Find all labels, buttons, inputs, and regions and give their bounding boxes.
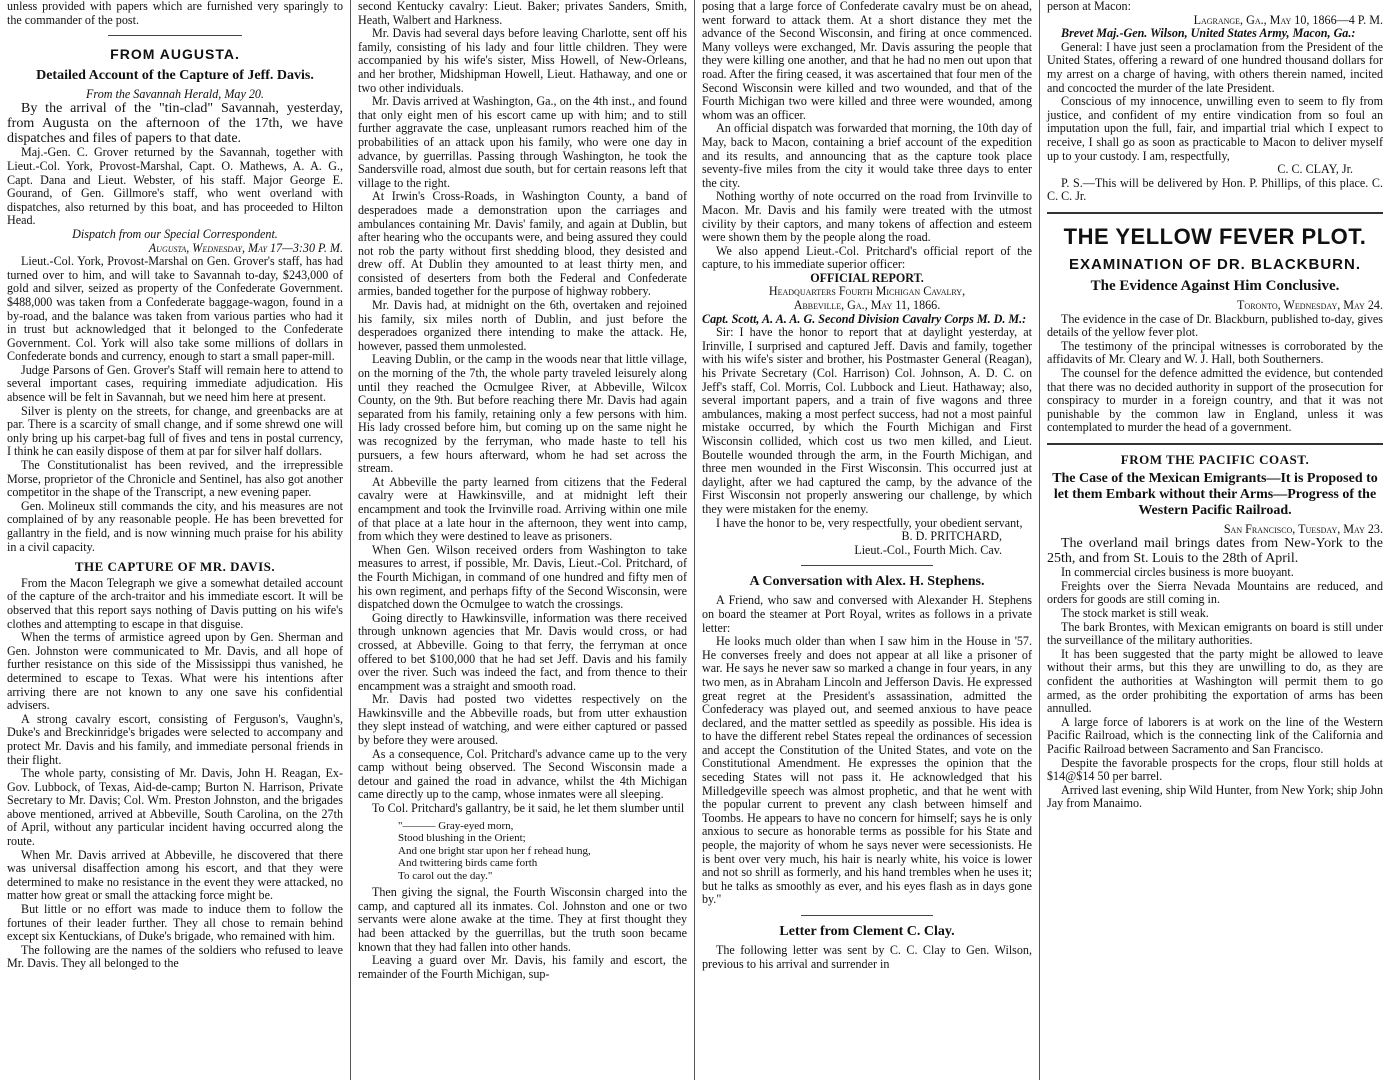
paragraph: Mr. Davis arrived at Washington, Ga., on the 4th inst., and found that only eight men of his escort came up with him; and to still further aggravate the case, unpleasant rumors reached him of the probabilities of an attack upon his family, who were one day in advance, by guerrillas. Passing through Washington, he took the Sandersville road, almost due south, but for certain reasons left that village to the right. <box>358 94 687 190</box>
divider <box>108 35 242 36</box>
headline-clay-letter: Letter from Clement C. Clay. <box>779 924 955 939</box>
divider <box>801 565 933 566</box>
headline-pacific-coast: FROM THE PACIFIC COAST. <box>1120 452 1310 468</box>
column-2 <box>351 0 694 1080</box>
paragraph: When Mr. Davis arrived at Abbeville, he discovered that there was universal disaffection among his escort, and that they were determined to make no resistance in the event they were attacked, no matter how great or small the attacking force might be. <box>7 847 343 903</box>
paragraph: Freights over the Sierra Nevada Mountains are reduced, and orders for goods are still coming in. <box>1047 578 1383 607</box>
paragraph: Judge Parsons of Gen. Grover's Staff will remain here to attend to several important cases, requiring immediate adjudication. His absence will be felt in Savannah, but we need him here at present. <box>7 362 343 405</box>
source-line: From the Savannah Herald, May 20. <box>86 86 264 101</box>
dateline: Augusta, Wednesday, May 17—3:30 P. M. <box>148 240 343 255</box>
paragraph: As a consequence, Col. Pritchard's advance came up to the very camp without being observed. The Second Wisconsin made a detour and gained the road in advance, whilst the 4th Michigan came directly up to the camp, whose inmates were all sleeping. <box>358 746 687 802</box>
paragraph: Mr. Davis had several days before leaving Charlotte, sent off his family, consisting of his lady and four little children. They were accompanied by his wife's sister, Miss Howell, of New-Orleans, and her brother, Midshipman Howell, Lieut. Hathaway, and one or two other individuals. <box>358 26 687 95</box>
paragraph: A strong cavalry escort, consisting of Ferguson's, Vaughn's, Duke's and Breckinridge's brigades were selected to accompany and protect Mr. Davis and his family, and immediate personal friends in their flight. <box>7 711 343 767</box>
paragraph: Going directly to Hawkinsville, information was there received through unknown agencies that Mr. Davis would cross, or had crossed, at Abbeville. Going to that ferry, the ferryman at once offered to bet $100,000 that he had set Jeff. Davis and his family over the river. Such was indeed the fact, and from thence to their encampment was a straight and smooth road. <box>358 610 687 693</box>
paragraph: Mr. Davis had posted two videttes respectively on the Hawkinsville and the Abbeville roads, but from utter exhaustion they slept instead of watching, and were either captured or passed by before they were aroused. <box>358 692 687 748</box>
paragraph: Mr. Davis had, at midnight on the 6th, overtaken and rejoined his family, six miles north of Dublin, and just before the desperadoes organized there intending to make the attack. He, however, passed them unmolested. <box>358 298 687 353</box>
section-heading-from-augusta: FROM AUGUSTA. <box>110 46 240 63</box>
postscript: P. S.—This will be delivered by Hon. P. Phillips, of this place. C. C. C. Jr. <box>1047 175 1383 204</box>
paragraph: The testimony of the principal witnesses is corroborated by the affidavits of Mr. Cleary and W. J. Hall, both Southerners. <box>1047 338 1383 367</box>
divider <box>1047 443 1383 445</box>
paragraph: In commercial circles business is more buoyant. <box>1061 565 1294 580</box>
paragraph: At Irwin's Cross-Roads, in Washington County, a band of desperadoes made a demonstration upon the carriages and ambulances containing Mr. Davis' family, and again at Dublin, but after hearing who the occupants were, and being assured they could not rob the party without first shedding blood, they desisted and drew off. At Dublin they amounted to at least thirty men, and consisted of deserters from both the Federal and Confederate armies, banded together for the purpose of highway robbery. <box>358 189 687 299</box>
paragraph: The evidence in the case of Dr. Blackburn, published to-day, gives details of the yellow fever plot. <box>1047 311 1383 340</box>
paragraph: By the arrival of the "tin-clad" Savannah, yesterday, from Augusta on the afternoon of the 17th, we have dispatches and files of papers to that date. <box>7 101 343 147</box>
paragraph: The counsel for the defence admitted the evidence, but contended that there was no decided authority in support of the prosecution for conspiracy to murder in a foreign country, and that it was not punishable by the common law in England, unless it was contemplated to murder the head of a government. <box>1047 366 1383 435</box>
paragraph: From the Macon Telegraph we give a somewhat detailed account of the capture of the arch-traitor and his immediate escort. It will be observed that this report says nothing of Davis putting on his wife's clothes and attempting to escape in that disguise. <box>7 575 343 631</box>
paragraph: Despite the favorable prospects for the crops, flour still holds at $14@$14 50 per barrel. <box>1047 755 1383 784</box>
dateline: Lagrange, Ga., May 10, 1866—4 P. M. <box>1193 12 1383 27</box>
paragraph: unless provided with papers which are furnished very sparingly to the commander of the post. <box>7 0 343 27</box>
headline-yellow-fever-plot: THE YELLOW FEVER PLOT. <box>1063 223 1367 249</box>
addressee: Capt. Scott, A. A. A. G. Second Division Cavalry Corps M. D. M.: <box>702 311 1027 326</box>
sub-headline-blackburn: EXAMINATION OF DR. BLACKBURN. <box>1068 255 1362 273</box>
paragraph: Silver is plenty on the streets, for change, and greenbacks are at par. There is a scarcity of small change, and if some shrewd one will only bring up his carpet-bag full of fives and tens in postal currency, I think he can easily dispose of them at par for silver half dollars. <box>7 403 343 459</box>
paragraph: Lieut.-Col. York, Provost-Marshal on Gen. Grover's staff, has had turned over to him, and will take to Savannah to-day, $243,000 of gold and silver, seized as property of the Confederate Government. $488,000 was taken from a Confederate baggage-wagon, found in a by-road, and the balance was taken from various parties who had it in trust but acknowledged that it belonged to the Confederate Government. Col. York will also take some millions of dollars in Confederate bonds and currency, enough to start a small paper-mill. <box>7 254 343 364</box>
addressee: Brevet Maj.-Gen. Wilson, United States Army, Macon, Ga.: <box>1061 26 1356 41</box>
paragraph: second Kentucky cavalry: Lieut. Baker; privates Sanders, Smith, Heath, Walbert and Harkness. <box>358 0 687 27</box>
paragraph: Gen. Molineux still commands the city, and his measures are not complained of by any reasonable people. He has been brevetted for gallantry in the field, and is now winning much praise for his ability in a civil capacity. <box>7 498 343 554</box>
signature: C. C. CLAY, Jr. <box>1277 162 1353 177</box>
dateline: San Francisco, Tuesday, May 23. <box>1223 521 1383 536</box>
signature-name: B. D. PRITCHARD, <box>901 529 1002 544</box>
paragraph: He looks much older than when I saw him in the House in '57. He converses freely and does not appear at all like a prisoner of war. He says he never saw so marked a change in four years, in any two men, as in Abraham Lincoln and Jefferson Davis. He expressed great regret at the President's assassination, admitted the Confederacy was played out, and seemed anxious to have peace declared, and the matter settled as speedily as possible. His idea is to have the different rebel States repeal the ordinances of secession and accept the Constitution of the United States, and vote on the Constitutional Amendment. He expresses the opinion that the seceding States will not pass it. He acknowledged that his Milledgeville speech was almost prophetic, and that he went with the popular current to prevent any clash between himself and Toombs. He appears to have no concern for himself; says he is only anxious to secure as honorable terms as possible for his State and people, the majority of whom he says never were secessionists. He is bent over very much, his hair is nearly white, his voice is lower and not so shrill as formerly, and his hand trembles when he uses it; but he talks as smoothly as ever, and his eyes flash as in days gone by." <box>702 634 1032 907</box>
paragraph: Nothing worthy of note occurred on the road from Irvinville to Macon. Mr. Davis and his family were treated with the utmost civility by their captors, and many tokens of affection and esteem were shown them by the people along the road. <box>702 189 1032 245</box>
paragraph: Then giving the signal, the Fourth Wisconsin charged into the camp, and captured all its inmates. Col. Johnston and one or two servants were alone awake at the time. They at first thought they had been attacked by the guerrillas, but the truth soon became known that they had fallen into other hands. <box>358 885 687 954</box>
paragraph: An official dispatch was forwarded that morning, the 10th day of May, back to Macon, containing a brief account of the expedition and its results, and announcing that as the capture took place seventy-five miles from the city it would take three days to enter the city. <box>702 121 1032 190</box>
paragraph: posing that a large force of Confederate cavalry must be on ahead, went forward to attack them. At a short distance they met the advance of the Second Wisconsin, and firing at once commenced. Many volleys were exchanged, Mr. Davis assuring the people that they were killing one another, and that he had no men out upon that road. After the firing ceased, it was ascertained that four men of the Second Wisconsin were killed and two wounded, and that of the Fourth Michigan two were killed and three were wounded, among whom was an officer. <box>702 0 1032 122</box>
paragraph: Leaving a guard over Mr. Davis, his family and escort, the remainder of the Fourth Michigan, sup- <box>358 953 687 981</box>
paragraph: A Friend, who saw and conversed with Alexander H. Stephens on board the steamer at Port Royal, writes as follows in a private letter: <box>702 593 1032 635</box>
paragraph: A large force of laborers is at work on the line of the Western Pacific Railroad, which is the connecting link of the California and Pacific Railroad between Sacramento and San Francisco. <box>1047 714 1383 756</box>
paragraph: person at Macon: <box>1047 0 1131 13</box>
sub-heading-capture: THE CAPTURE OF MR. DAVIS. <box>74 559 276 575</box>
paragraph: To Col. Pritchard's gallantry, be it said, he let them slumber until <box>372 801 685 816</box>
paragraph: The following letter was sent by C. C. Clay to Gen. Wilson, previous to his arrival and surrender in <box>702 943 1032 971</box>
paragraph: It has been suggested that the party might be allowed to leave without their arms, but this they are unwilling to do, as they are confident the authorities at Washington will permit them to go armed, as the order prohibiting the exportation of arms has been annulled. <box>1047 646 1383 716</box>
headquarters-date: Abbeville, Ga., May 11, 1866. <box>793 298 941 313</box>
divider <box>801 915 933 916</box>
paragraph: We also append Lieut.-Col. Pritchard's official report of the capture, to his immediate superior officer: <box>702 243 1032 272</box>
paragraph: The overland mail brings dates from New-York to the 25th, and from St. Louis to the 28th of April. <box>1047 536 1383 567</box>
paragraph: General: I have just seen a proclamation from the President of the United States, offering a reward of one hundred thousand dollars for my arrest on a charge of having, with others therein named, incited and concocted the murder of the late President. <box>1047 39 1383 95</box>
paragraph: When Gen. Wilson received orders from Washington to take measures to arrest, if possible, Mr. Davis, Lieut.-Col. Pritchard, of the Fourth Michigan, in command of one hundred and fifty men of his own regiment, and perhaps fifty of the Second Wisconsin, were dispatched down the Ocmulgee to watch the crossings. <box>358 542 687 612</box>
column-4 <box>1040 0 1387 1080</box>
paragraph: Arrived last evening, ship Wild Hunter, from New York; ship John Jay from Manaimo. <box>1047 782 1383 811</box>
paragraph: The following are the names of the soldiers who refused to leave Mr. Davis. They all belonged to the <box>7 942 343 971</box>
divider <box>1047 212 1383 214</box>
special-correspondent-line: Dispatch from our Special Correspondent. <box>72 226 278 241</box>
paragraph: The Constitutionalist has been revived, and the irrepressible Morse, proprietor of the Chronicle and Sentinel, has also got another competitor in the shape of the Transcript, a new evening paper. <box>7 458 343 500</box>
paragraph: The whole party, consisting of Mr. Davis, John H. Reagan, Ex-Gov. Lubbock, of Texas, Aid-de-camp; Burton N. Harrison, Private Secretary to Mr. Davis; Col. Wm. Preston Johnston, and the brigades above mentioned, arrived at Abbeville, South Carolina, on the 27th of April, without any particular incident having occurred along the route. <box>7 766 343 849</box>
paragraph: But little or no effort was made to induce them to follow the fortunes of their leader further. They all chose to remain behind except six Kentuckians, of Duke's brigade, who remained with him. <box>7 902 343 944</box>
paragraph: At Abbeville the party learned from citizens that the Federal cavalry were at Hawkinsville, and at midnight left their encampment and took the Irvinville road. Arriving within one mile of that place at a late hour in the afternoon, they went into camp, from which they were destined to leave as prisoners. <box>358 474 687 544</box>
sub-headline-mexican-emigrants: The Case of the Mexican Emigrants—It is Proposed to let them Embark without their Arms—Progress of the Western Pacific Railroad. <box>1052 470 1378 518</box>
headquarters-line: Headquarters Fourth Michigan Cavalry, <box>768 284 966 299</box>
paragraph: I have the honor to be, very respectfully, your obedient servant, <box>716 515 1023 530</box>
headline-stephens: A Conversation with Alex. H. Stephens. <box>749 574 985 590</box>
paragraph: The bark Brontes, with Mexican emigrants on board is still under the surveillance of the military authorities. <box>1047 619 1383 648</box>
paragraph: Leaving Dublin, or the camp in the woods near that little village, on the morning of the 7th, the whole party traveled leisurely along until they reached the Ocmulgee River, at Abbeville, Wilcox County, on the 9th. But before reaching there Mr. Davis had again separated from his family, retaining only a few persons with him. His lady crossed before him, but coming up on the same night he was recognized by the ferryman, who made haste to tell his pursuers, a few hours afterward, whom he had set across the stream. <box>358 352 687 476</box>
paragraph: Maj.-Gen. C. Grover returned by the Savannah, together with Lieut.-Col. York, Provost-Marshal, Capt. O. Mathews, A. A. G., Capt. Dana and Lieut. Webster, of his staff. Major George E. Gourand, of Gen. Gillmore's staff, who went overland with dispatches, also returned by this boat, and has proceeded to Hilton Head. <box>7 145 343 228</box>
signature-title: Lieut.-Col., Fourth Mich. Cav. <box>854 542 1002 557</box>
dateline: Toronto, Wednesday, May 24. <box>1237 298 1383 313</box>
paragraph: The stock market is still weak. <box>1061 606 1209 620</box>
column-3 <box>695 0 1039 1080</box>
column-1 <box>0 0 350 1080</box>
sub-headline-evidence: The Evidence Against Him Conclusive. <box>1090 277 1340 294</box>
official-report-heading: OFFICIAL REPORT. <box>810 270 924 285</box>
paragraph: When the terms of armistice agreed upon by Gen. Sherman and Gen. Johnston were communicated to Mr. Davis, and all hope of further resistance on this side of the Mississippi thus vanished, he determined to escape to Texas. What were his intentions after arriving there are not known to any one save his confidential advisers. <box>7 630 343 713</box>
headline-capture-of-davis: Detailed Account of the Capture of Jeff. Davis. <box>36 67 314 83</box>
paragraph: Sir: I have the honor to report that at daylight yesterday, at Irinville, I surprised and captured Jeff. Davis and family, together with his wife's sister and brother, his Postmaster General (Reagan), his Private Secretary (Col. Harrison) Col. Johnson, A. D. C. on Jeff's staff, Col. Morris, Col. Lubbock and Lieut. Hathaway; also, several important papers, and a train of five wagons and three ambulances, making a most perfect success, had not a most painful mistake occurred, by which the Fourth Michigan and First Wisconsin collided, which cost us two men killed, and Lieut. Boutelle wounded through the arm, in the Fourth Michigan, and three men wounded in the First Wisconsin. This occurred just at daylight, after we had captured the camp, by the advance of the First Wisconsin not properly answering our challenge, by which they were mistaken for the enemy. <box>702 325 1032 516</box>
paragraph: Conscious of my innocence, unwilling even to seem to fly from justice, and confident of my entire vindication from so foul an imputation upon the full, fair, and impartial trial which I expect to receive, I shall go as soon as practicable to Macon to deliver myself up to your custody. I am, respectfully, <box>1047 94 1383 163</box>
poem-quote: "——— Gray-eyed morn, Stood blushing in the Orient; And one bright star upon her f rehead hung, And twittering birds came forth To carol out the day." <box>398 819 591 882</box>
